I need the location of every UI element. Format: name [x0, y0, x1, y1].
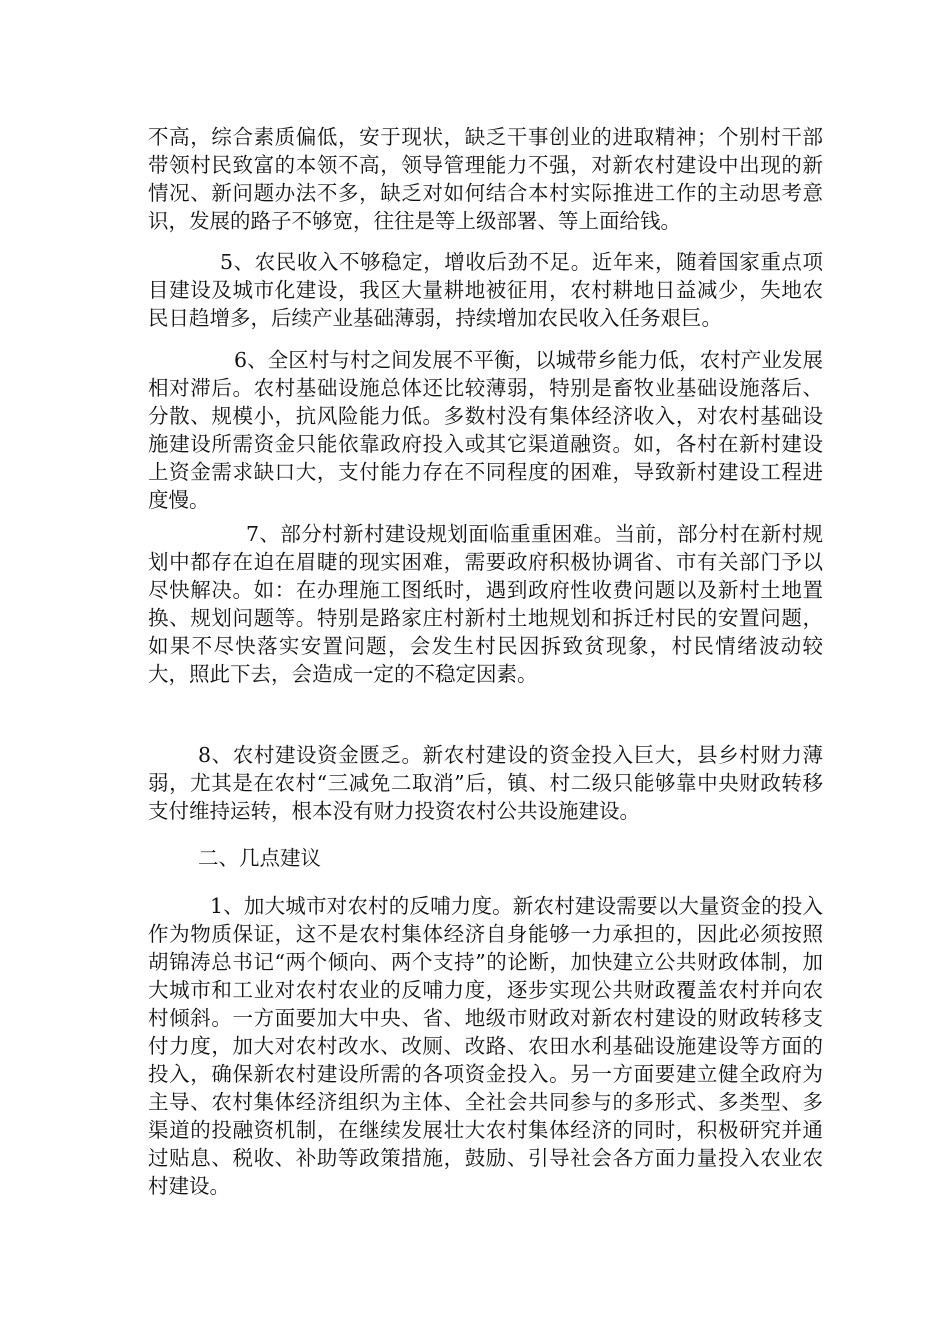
- paragraph-point-7-planning-difficulties: 7、部分村新村建设规划面临重重困难。当前，部分村在新村规划中都存在迫在眉睫的现实困难，需要政府积极协调省、市有关部门予以尽快解决。如：在办理施工图纸时，遇到政府性收费问题以及新村土地置换、规划问题等。特别是路家庄村新村土地规划和拆迁村民的安置问题，如果不尽快落实安置问题，会发生村民因拆致贫现象，村民情绪波动较大，照此下去，会造成一定的不稳定因素。: [148, 522, 823, 686]
- section-heading-suggestions: 二、几点建议: [198, 846, 321, 870]
- paragraph-village-cadre-quality: 不高，综合素质偏低，安于现状，缺乏干事创业的进取精神；个别村干部带领村民致富的本领不高，领导管理能力不强，对新农村建设中出现的新情况、新问题办法不多，缺乏对如何结合本村实际推进工作的主动思考意识，发展的路子不够宽，往往是等上级部署、等上面给钱。: [148, 125, 823, 233]
- paragraph-suggestion-1-urban-support: 1、加大城市对农村的反哺力度。新农村建设需要以大量资金的投入作为物质保证，这不是农村集体经济自身能够一力承担的，因此必须按照胡锦涛总书记“两个倾向、两个支持”的论断，加快建立公共财政体制，加大城市和工业对农村农业的反哺力度，逐步实现公共财政覆盖农村并向农村倾斜。一方面要加大中央、省、地级市财政对新农村建设的财政转移支付力度，加大对农村改水、改厕、改路、农田水利基础设施建设等方面的投入，确保新农村建设所需的各项资金投入。另一方面要建立健全政府为主导、农村集体经济组织为主体、全社会共同参与的多形式、多类型、多渠道的投融资机制，在继续发展壮大农村集体经济的同时，积极研究并通过贴息、税收、补助等政策措施，鼓励、引导社会各方面力量投入农业农村建设。: [148, 894, 823, 1198]
- paragraph-point-6-uneven-development: 6、全区村与村之间发展不平衡，以城带乡能力低，农村产业发展相对滞后。农村基础设施总体还比较薄弱，特别是畜牧业基础设施落后、分散、规模小，抗风险能力低。多数村没有集体经济收入，对农村基础设施建设所需资金只能依靠政府投入或其它渠道融资。如，各村在新村建设上资金需求缺口大，支付能力存在不同程度的困难，导致新村建设工程进度慢。: [148, 348, 823, 512]
- paragraph-point-8-funding-shortage: 8、农村建设资金匮乏。新农村建设的资金投入巨大，县乡村财力薄弱，尤其是在农村“三减免二取消”后，镇、村二级只能够靠中央财政转移支付维持运转，根本没有财力投资农村公共设施建设。: [148, 743, 823, 823]
- paragraph-point-5-farmer-income: 5、农民收入不够稳定，增收后劲不足。近年来，随着国家重点项目建设及城市化建设，我区大量耕地被征用，农村耕地日益减少，失地农民日趋增多，后续产业基础薄弱，持续增加农民收入任务艰巨。: [148, 250, 823, 330]
